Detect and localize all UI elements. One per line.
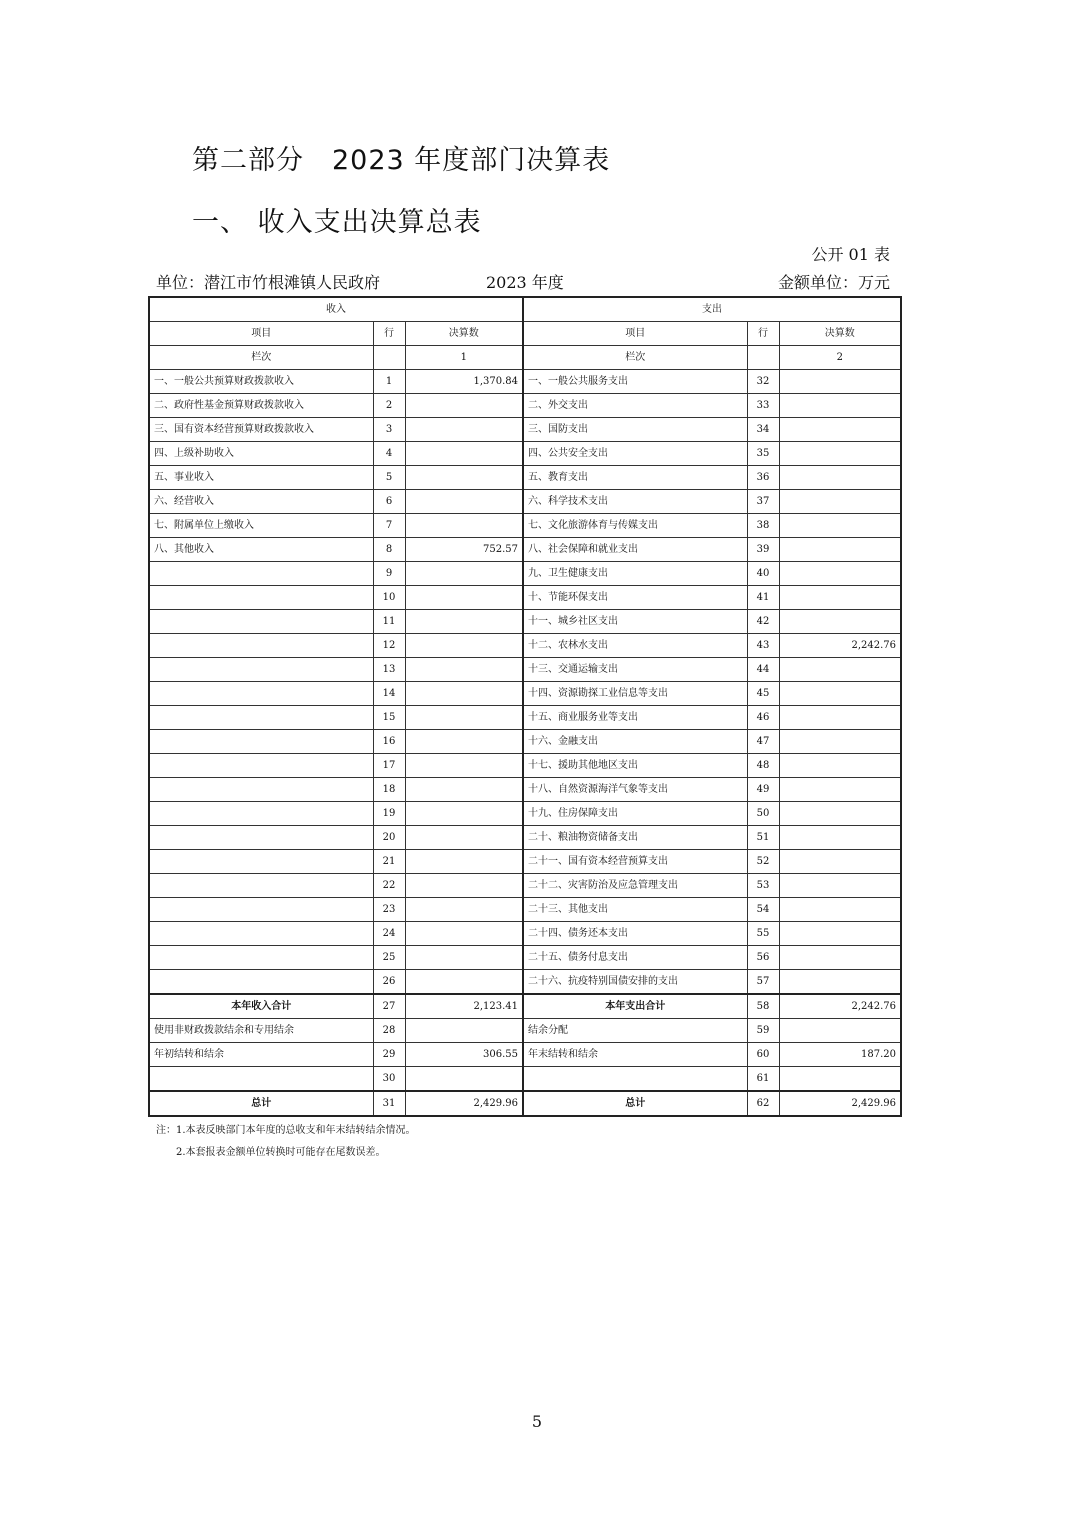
income-item-cell: 一、一般公共预算财政拨款收入 [149,370,373,394]
income-line-cell: 15 [373,706,405,730]
table-row [149,706,901,730]
table-row [149,442,901,466]
income-amount-cell [405,610,523,634]
expense-item-cell: 二十二、灾害防治及应急管理支出 [523,874,747,898]
table-row [149,394,901,418]
income-item-cell [149,586,373,610]
income-amount-cell [405,442,523,466]
table-row [149,1067,901,1092]
income-line-cell: 20 [373,826,405,850]
income-line-cell: 29 [373,1043,405,1067]
expense-item-cell: 十四、资源勘探工业信息等支出 [523,682,747,706]
table-row [149,778,901,802]
income-amount-cell [405,514,523,538]
income-amount-cell [405,754,523,778]
income-item-cell: 本年收入合计 [149,994,373,1019]
income-item-cell: 六、经营收入 [149,490,373,514]
expense-line-cell: 43 [747,634,779,658]
table-row [149,874,901,898]
expense-line-cell: 37 [747,490,779,514]
expense-item-cell: 二、外交支出 [523,394,747,418]
year-label: 2023 年度 [486,273,564,292]
income-amount-cell: 306.55 [405,1043,523,1067]
expense-amount-cell [779,850,901,874]
income-item-cell [149,850,373,874]
income-amount-header: 决算数 [405,322,523,346]
expense-item-cell: 四、公共安全支出 [523,442,747,466]
table-notes [156,1120,416,1164]
income-line-cell: 12 [373,634,405,658]
expense-item-cell: 二十三、其他支出 [523,898,747,922]
expense-item-cell: 二十一、国有资本经营预算支出 [523,850,747,874]
income-line-cell: 7 [373,514,405,538]
income-line-cell: 26 [373,970,405,995]
table-row [149,586,901,610]
expense-item-cell: 十六、金融支出 [523,730,747,754]
expense-amount-cell [779,706,901,730]
expense-lanci: 栏次 [523,346,747,370]
expense-line-cell: 42 [747,610,779,634]
expense-item-cell [523,1067,747,1092]
expense-line-cell: 59 [747,1019,779,1043]
expense-amount-cell [779,826,901,850]
income-item-cell [149,706,373,730]
expense-line-cell: 51 [747,826,779,850]
income-item-cell: 使用非财政拨款结余和专用结余 [149,1019,373,1043]
table-row [149,826,901,850]
income-line-cell: 21 [373,850,405,874]
expense-line-cell: 47 [747,730,779,754]
table-row [149,802,901,826]
expense-line-cell: 44 [747,658,779,682]
income-line-cell: 10 [373,586,405,610]
expense-lanci-empty [747,346,779,370]
income-amount-cell [405,730,523,754]
expense-line-cell: 53 [747,874,779,898]
expense-line-cell: 39 [747,538,779,562]
income-header: 收入 [149,297,523,322]
expense-line-cell: 57 [747,970,779,995]
table-row [149,490,901,514]
expense-amount-cell [779,682,901,706]
table-row [149,682,901,706]
expense-amount-cell [779,778,901,802]
table-number: 公开 01 表 [811,245,890,264]
income-amount-cell [405,946,523,970]
income-line-header: 行 [373,322,405,346]
expense-item-cell: 三、国防支出 [523,418,747,442]
income-line-cell: 9 [373,562,405,586]
expense-item-cell: 十三、交通运输支出 [523,658,747,682]
income-amount-cell [405,706,523,730]
income-amount-cell [405,1067,523,1092]
expense-amount-cell [779,898,901,922]
expense-amount-cell [779,730,901,754]
expense-line-cell: 33 [747,394,779,418]
note-2: 2.本套报表金额单位转换时可能存在尾数误差。 [176,1147,386,1158]
expense-item-cell: 五、教育支出 [523,466,747,490]
income-line-cell: 8 [373,538,405,562]
expense-item-cell: 八、社会保障和就业支出 [523,538,747,562]
expense-amount-cell [779,658,901,682]
expense-line-cell: 60 [747,1043,779,1067]
expense-amount-cell [779,514,901,538]
table-row [149,418,901,442]
expense-amount-cell [779,562,901,586]
table-row [149,1043,901,1067]
expense-item-cell: 六、科学技术支出 [523,490,747,514]
income-amount-cell [405,682,523,706]
expense-item-cell: 十一、城乡社区支出 [523,610,747,634]
expense-amount-cell [779,874,901,898]
income-amount-cell [405,394,523,418]
table-row [149,466,901,490]
expense-amount-cell: 2,242.76 [779,994,901,1019]
income-line-cell: 13 [373,658,405,682]
income-line-cell: 30 [373,1067,405,1092]
expense-line-cell: 41 [747,586,779,610]
table-row [149,922,901,946]
expense-amount-cell [779,418,901,442]
income-line-cell: 5 [373,466,405,490]
page-number: 5 [531,1412,543,1431]
expense-amount-cell [779,802,901,826]
header-row-columns [149,322,901,346]
expense-line-cell: 56 [747,946,779,970]
expense-item-cell: 二十四、债务还本支出 [523,922,747,946]
income-line-cell: 28 [373,1019,405,1043]
income-amount-cell [405,586,523,610]
income-line-cell: 23 [373,898,405,922]
income-amount-cell [405,898,523,922]
income-item-cell: 八、其他收入 [149,538,373,562]
expense-item-cell: 十、节能环保支出 [523,586,747,610]
income-line-cell: 18 [373,778,405,802]
table-heading: 一、 收入支出决算总表 [192,207,482,238]
expense-item-cell: 结余分配 [523,1019,747,1043]
expense-amount-cell: 187.20 [779,1043,901,1067]
income-item-cell [149,730,373,754]
expense-amount-cell [779,370,901,394]
income-amount-cell [405,970,523,995]
expense-amount-cell [779,1067,901,1092]
expense-line-cell: 35 [747,442,779,466]
expense-amount-cell [779,538,901,562]
income-item-cell [149,826,373,850]
table-row [149,1091,901,1116]
income-line-cell: 11 [373,610,405,634]
income-lanci-empty [373,346,405,370]
income-amount-cell [405,466,523,490]
expense-item-cell: 十五、商业服务业等支出 [523,706,747,730]
table-row [149,562,901,586]
expense-item-cell: 七、文化旅游体育与传媒支出 [523,514,747,538]
expense-amount-cell [779,610,901,634]
income-item-header: 项目 [149,322,373,346]
expense-col-number: 2 [779,346,901,370]
income-line-cell: 14 [373,682,405,706]
expense-amount-cell [779,970,901,995]
table-row [149,850,901,874]
table-row [149,994,901,1019]
expense-line-cell: 34 [747,418,779,442]
income-item-cell [149,682,373,706]
income-amount-cell: 2,429.96 [405,1091,523,1116]
income-item-cell: 年初结转和结余 [149,1043,373,1067]
expense-item-header: 项目 [523,322,747,346]
income-amount-cell: 1,370.84 [405,370,523,394]
income-amount-cell [405,826,523,850]
unit-label: 单位：潜江市竹根滩镇人民政府 [156,273,381,292]
expense-item-cell: 十二、农林水支出 [523,634,747,658]
expense-line-header: 行 [747,322,779,346]
income-item-cell: 总计 [149,1091,373,1116]
expense-line-cell: 49 [747,778,779,802]
expense-item-cell: 十七、援助其他地区支出 [523,754,747,778]
expense-line-cell: 32 [747,370,779,394]
table-body [149,370,901,1117]
expense-item-cell: 二十五、债务付息支出 [523,946,747,970]
expense-item-cell: 一、一般公共服务支出 [523,370,747,394]
expense-item-cell: 总计 [523,1091,747,1116]
income-item-cell [149,562,373,586]
income-item-cell [149,1067,373,1092]
expense-amount-cell [779,1019,901,1043]
expense-item-cell: 九、卫生健康支出 [523,562,747,586]
income-item-cell [149,802,373,826]
expense-amount-cell [779,922,901,946]
income-line-cell: 31 [373,1091,405,1116]
expense-item-cell: 十九、住房保障支出 [523,802,747,826]
expense-amount-cell [779,466,901,490]
income-item-cell [149,946,373,970]
expense-amount-cell [779,754,901,778]
expense-line-cell: 36 [747,466,779,490]
income-amount-cell [405,634,523,658]
expense-line-cell: 46 [747,706,779,730]
table-row [149,754,901,778]
expense-item-cell: 本年支出合计 [523,994,747,1019]
income-line-cell: 1 [373,370,405,394]
income-item-cell [149,754,373,778]
table-row [149,370,901,394]
expense-amount-cell [779,490,901,514]
table-row [149,634,901,658]
expense-line-cell: 55 [747,922,779,946]
income-line-cell: 4 [373,442,405,466]
income-line-cell: 25 [373,946,405,970]
income-line-cell: 27 [373,994,405,1019]
expense-line-cell: 48 [747,754,779,778]
income-amount-cell [405,802,523,826]
income-item-cell [149,634,373,658]
income-amount-cell: 2,123.41 [405,994,523,1019]
income-line-cell: 19 [373,802,405,826]
expense-line-cell: 38 [747,514,779,538]
expense-item-cell: 二十、粮油物资储备支出 [523,826,747,850]
income-line-cell: 3 [373,418,405,442]
income-amount-cell [405,874,523,898]
header-row-lanci [149,346,901,370]
expense-header: 支出 [523,297,901,322]
table-row [149,730,901,754]
expense-item-cell: 十八、自然资源海洋气象等支出 [523,778,747,802]
income-amount-cell [405,562,523,586]
expense-amount-cell: 2,429.96 [779,1091,901,1116]
income-amount-cell [405,490,523,514]
expense-amount-cell [779,394,901,418]
expense-line-cell: 52 [747,850,779,874]
expense-line-cell: 62 [747,1091,779,1116]
income-item-cell [149,874,373,898]
expense-line-cell: 45 [747,682,779,706]
income-line-cell: 16 [373,730,405,754]
income-amount-cell [405,658,523,682]
table-row [149,538,901,562]
expense-item-cell: 二十六、抗疫特别国债安排的支出 [523,970,747,995]
income-amount-cell [405,922,523,946]
income-item-cell [149,970,373,995]
expense-line-cell: 50 [747,802,779,826]
income-expense-table [148,296,902,1117]
expense-line-cell: 61 [747,1067,779,1092]
expense-line-cell: 54 [747,898,779,922]
income-col-number: 1 [405,346,523,370]
income-item-cell [149,658,373,682]
income-line-cell: 6 [373,490,405,514]
income-line-cell: 22 [373,874,405,898]
expense-line-cell: 40 [747,562,779,586]
table-row [149,1019,901,1043]
income-line-cell: 24 [373,922,405,946]
table-row [149,970,901,995]
income-item-cell: 三、国有资本经营预算财政拨款收入 [149,418,373,442]
expense-item-cell: 年末结转和结余 [523,1043,747,1067]
expense-amount-cell [779,946,901,970]
money-unit-label: 金额单位：万元 [777,273,890,292]
expense-amount-cell [779,442,901,466]
table-row [149,610,901,634]
income-item-cell: 四、上级补助收入 [149,442,373,466]
expense-line-cell: 58 [747,994,779,1019]
income-item-cell: 七、附属单位上缴收入 [149,514,373,538]
table-row [149,946,901,970]
income-amount-cell [405,418,523,442]
income-amount-cell: 752.57 [405,538,523,562]
table-row [149,658,901,682]
income-item-cell [149,922,373,946]
income-item-cell [149,898,373,922]
income-amount-cell [405,1019,523,1043]
expense-amount-cell [779,586,901,610]
income-line-cell: 17 [373,754,405,778]
income-item-cell: 二、政府性基金预算财政拨款收入 [149,394,373,418]
header-row-section [149,297,901,322]
income-line-cell: 2 [373,394,405,418]
table-row [149,898,901,922]
income-lanci: 栏次 [149,346,373,370]
income-amount-cell [405,778,523,802]
income-item-cell [149,778,373,802]
note-1: 注：1.本表反映部门本年度的总收支和年末结转结余情况。 [156,1125,416,1136]
expense-amount-cell: 2,242.76 [779,634,901,658]
income-item-cell [149,610,373,634]
income-item-cell: 五、事业收入 [149,466,373,490]
table-row [149,514,901,538]
expense-amount-header: 决算数 [779,322,901,346]
income-amount-cell [405,850,523,874]
part-heading: 第二部分 2023 年度部门决算表 [192,145,611,176]
